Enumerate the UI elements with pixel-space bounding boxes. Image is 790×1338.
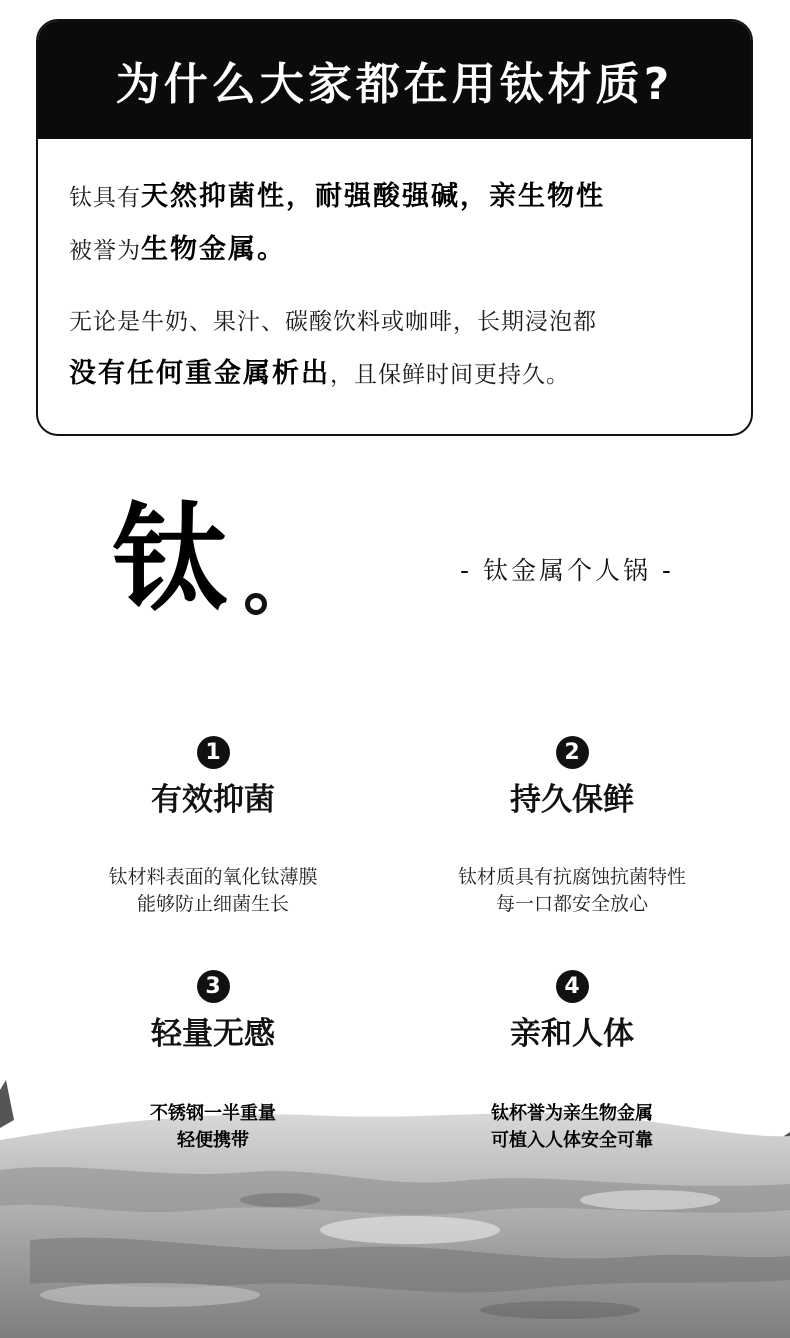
feature-description bbox=[33, 864, 393, 918]
feature-card-2 bbox=[392, 736, 752, 918]
intro-paragraph-1 bbox=[69, 171, 751, 277]
hero-period-dot bbox=[245, 593, 267, 615]
intro-paragraph-2 bbox=[69, 297, 751, 401]
feature-number-badge: 3 bbox=[197, 970, 230, 1003]
feature-title: 有效抑菌 bbox=[151, 782, 275, 818]
feature-card-4 bbox=[392, 970, 752, 1154]
intro-line4-suffix: ，且保鲜时间更持久。 bbox=[330, 362, 570, 388]
feature-title: 轻量无感 bbox=[151, 1016, 275, 1052]
feature-description-line2: 可植入人体安全可靠 bbox=[491, 1130, 653, 1151]
intro-line1-bold: 天然抑菌性，耐强酸强碱，亲生物性 bbox=[141, 181, 605, 212]
feature-description-line2: 每一口都安全放心 bbox=[495, 893, 648, 915]
intro-line2-bold: 生物金属。 bbox=[141, 234, 286, 265]
card-body bbox=[38, 139, 751, 401]
feature-description bbox=[392, 1100, 752, 1154]
feature-description-line1: 钛杯誉为亲生物金属 bbox=[491, 1103, 653, 1124]
intro-card bbox=[36, 19, 753, 436]
hero-character: 钛 bbox=[112, 492, 228, 627]
hero-subtitle: - 钛金属个人锅 - bbox=[460, 556, 674, 585]
intro-line3: 无论是牛奶、果汁、碳酸饮料或咖啡，长期浸泡都 bbox=[69, 309, 597, 335]
intro-line4-bold: 没有任何重金属析出 bbox=[69, 358, 330, 389]
card-title: 为什么大家都在用钛材质? bbox=[38, 21, 751, 139]
feature-description bbox=[392, 864, 752, 918]
feature-number-badge: 4 bbox=[556, 970, 589, 1003]
feature-description-line2: 轻便携带 bbox=[177, 1130, 249, 1151]
feature-card-3 bbox=[33, 970, 393, 1154]
feature-description-line1: 钛材料表面的氧化钛薄膜 bbox=[108, 866, 318, 888]
intro-line1-prefix: 钛具有 bbox=[69, 185, 141, 211]
feature-number-badge: 2 bbox=[556, 736, 589, 769]
feature-description-line1: 钛材质具有抗腐蚀抗菌特性 bbox=[457, 866, 686, 888]
intro-line2-prefix: 被誉为 bbox=[69, 238, 141, 264]
feature-number-badge: 1 bbox=[197, 736, 230, 769]
feature-title: 持久保鲜 bbox=[510, 782, 634, 818]
feature-description bbox=[33, 1100, 393, 1154]
feature-description-line1: 不锈钢一半重量 bbox=[150, 1103, 276, 1124]
feature-title: 亲和人体 bbox=[510, 1016, 634, 1052]
feature-description-line2: 能够防止细菌生长 bbox=[136, 893, 289, 915]
feature-card-1 bbox=[33, 736, 393, 918]
